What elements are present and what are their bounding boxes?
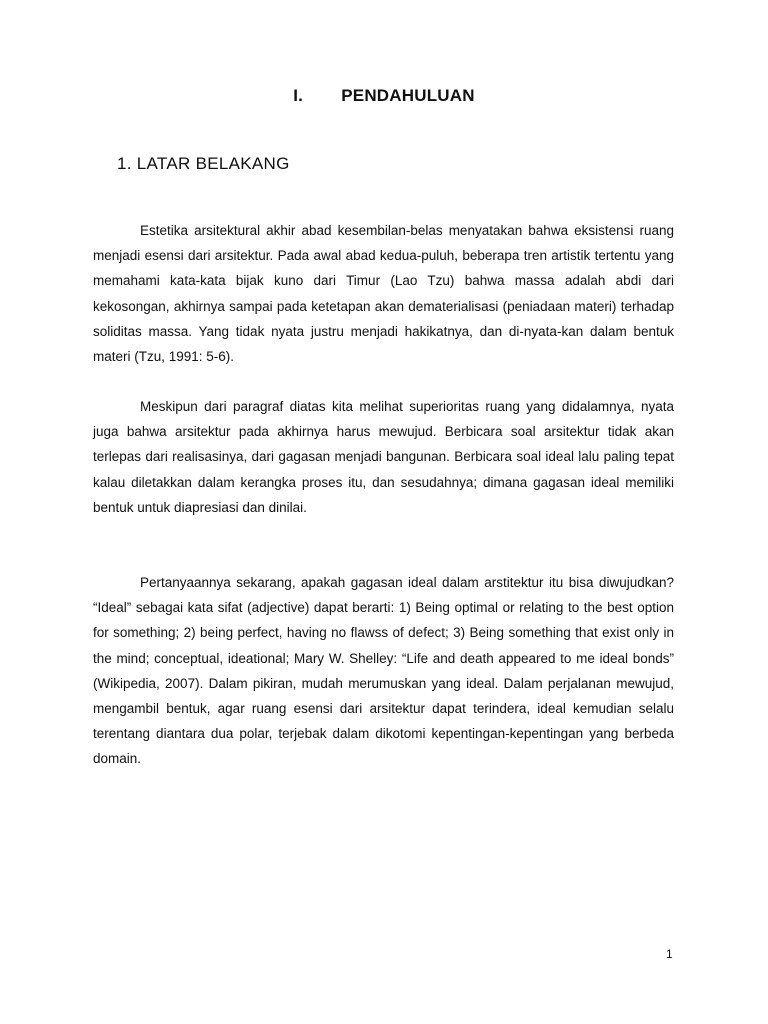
paragraph-block-1 <box>93 218 674 369</box>
paragraph: Pertanyaannya sekarang, apakah gagasan ideal dalam arstitektur itu bisa diwujudkan? “Ideal” sebagai kata sifat (adjective) dapat berarti: 1) Being optimal or relating to the best option for something; 2) being perfect, having no flawss of defect; 3) Being something that exist only in the mind; conceptual, ideational; Mary W. Shelley: “Life and death appeared to me ideal bonds” (Wikipedia, 2007). Dalam pikiran, mudah merumuskan yang ideal. Dalam perjalanan mewujud, mengambil bentuk, agar ruang esensi dari arsitektur dapat terindera, ideal kemudian selalu terentang diantara dua polar, terjebak dalam dikotomi kepentingan-kepentingan yang berbeda domain. <box>93 575 674 767</box>
section-title: 1. LATAR BELAKANG <box>117 154 290 173</box>
paragraph-block-2 <box>93 394 674 520</box>
paragraph: Meskipun dari paragraf diatas kita melihat superioritas ruang yang didalamnya, nyata juga bahwa arsitektur pada akhirnya harus mewujud. Berbicara soal arsitektur tidak akan terlepas dari realisasinya, dari gagasan menjadi bangunan. Berbicara soal ideal lalu paling tepat kalau diletakkan dalam kerangka proses itu, dan sesudahnya; dimana gagasan ideal memiliki bentuk untuk diapresiasi dan dinilai. <box>93 399 674 515</box>
page-number: 1 <box>666 947 673 961</box>
chapter-title <box>0 86 768 106</box>
paragraph: Estetika arsitektural akhir abad kesembilan-belas menyatakan bahwa eksistensi ruang menjadi esensi dari arsitektur. Pada awal abad kedua-puluh, beberapa tren artistik tertentu yang memahami kata-kata bijak kuno dari Timur (Lao Tzu) bahwa massa adalah abdi dari kekosongan, akhirnya sampai pada ketetapan akan dematerialisasi (peniadaan materi) terhadap soliditas massa. Yang tidak nyata justru menjadi hakikatnya, dan di-nyata-kan dalam bentuk materi (Tzu, 1991: 5-6). <box>93 223 674 365</box>
chapter-name: PENDAHULUAN <box>341 86 475 105</box>
chapter-number: I. <box>293 86 304 105</box>
paragraph-block-3 <box>93 570 674 772</box>
